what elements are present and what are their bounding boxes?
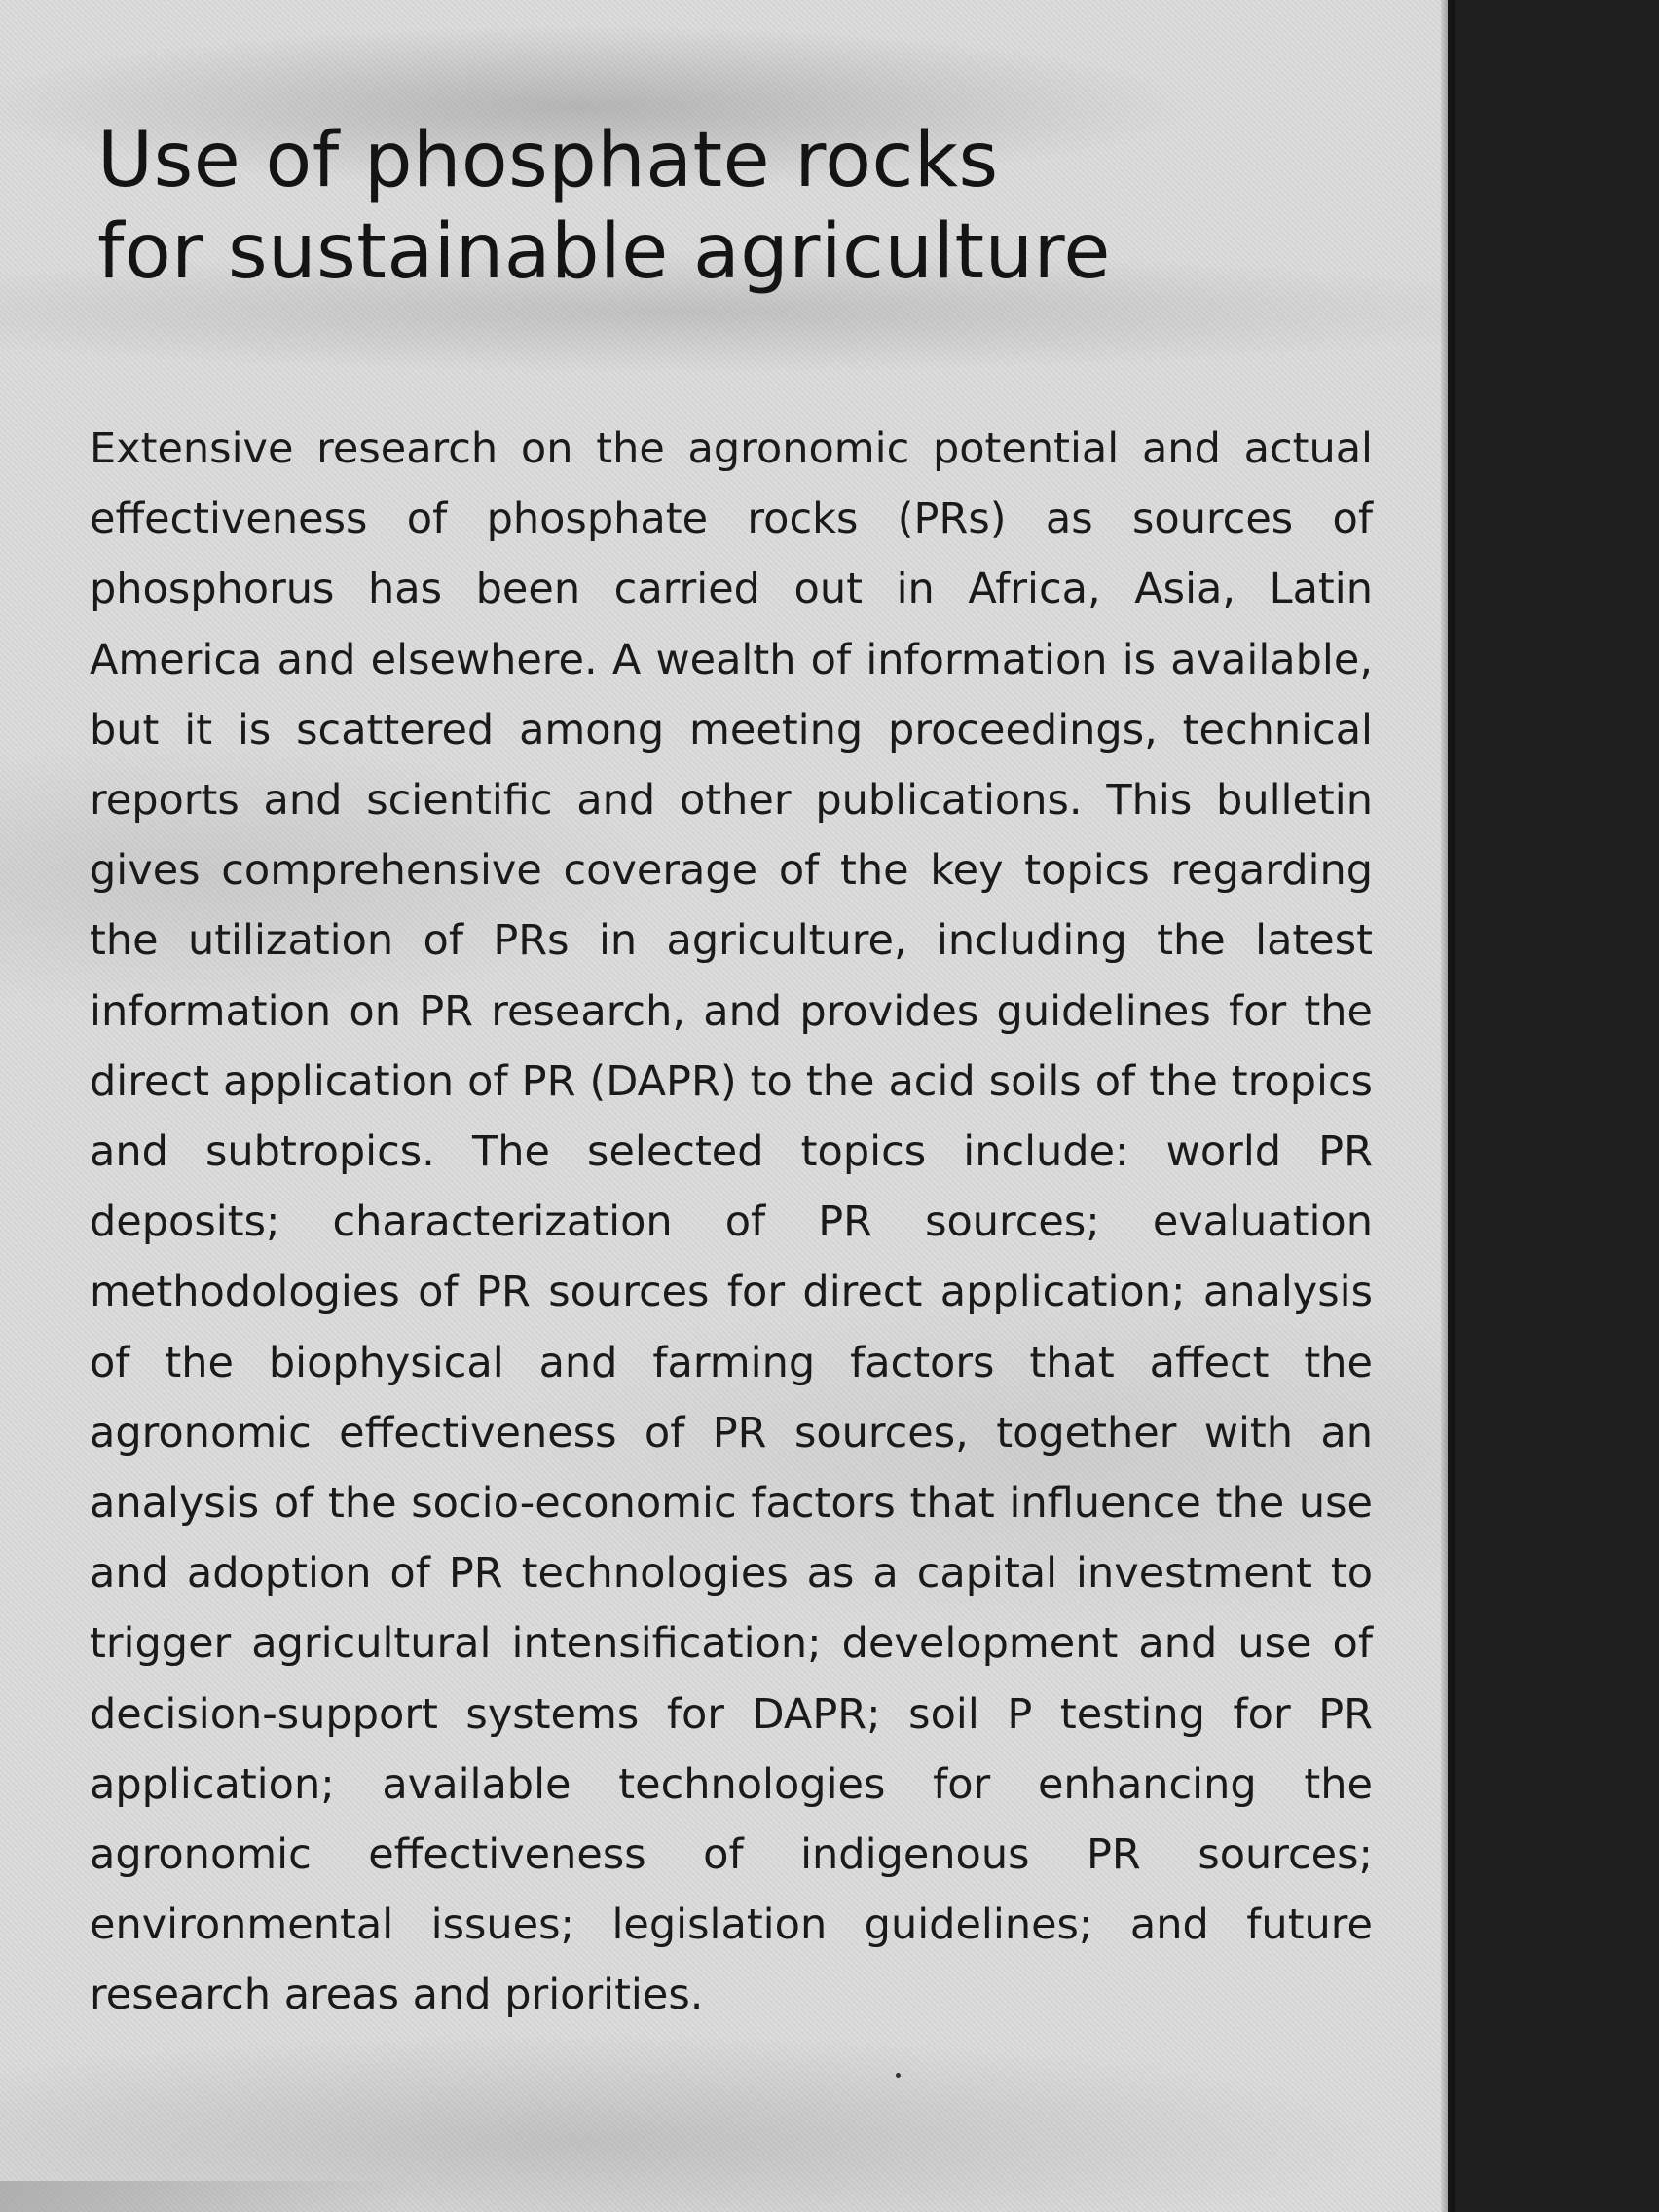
summary-paragraph: Extensive research on the agronomic potential and actual effectiveness of phosphate rocks (PRs) as sources of phosphorus has been carried out in Africa, Asia, Latin America and elsewhere. A wealth of information is available, but it is scattered among meeting proceedings, technical reports and scientific and other publications. This bulletin gives comprehensive coverage of the key topics regarding the utilization of PRs in agriculture, including the latest information on PR research, and provides guidelines for the direct application of PR (DAPR) to the acid soils of the tropics and subtropics. The selected topics include: world PR deposits; characterization of PR sources; evaluation methodologies of PR sources for direct application; analysis of the biophysical and farming factors that affect the agronomic effectiveness of PR sources, together with an analysis of the socio-economic factors that influence the use and adoption of PR technologies as a capital investment to trigger agricultural intensification; development and use of decision-support systems for DAPR; soil P testing for PR application; available technologies for enhancing the agronomic effectiveness of indigenous PR sources; environmental issues; legislation guidelines; and future research areas and priorities. [90,424,1373,2020]
print-speck [896,2073,901,2078]
title-line-1: Use of phosphate rocks [97,117,999,204]
page-edge-shadow [1441,0,1455,2212]
background-watermark [0,2181,409,2212]
page-title [97,115,1363,298]
title-line-2: for sustainable agriculture [97,208,1111,296]
